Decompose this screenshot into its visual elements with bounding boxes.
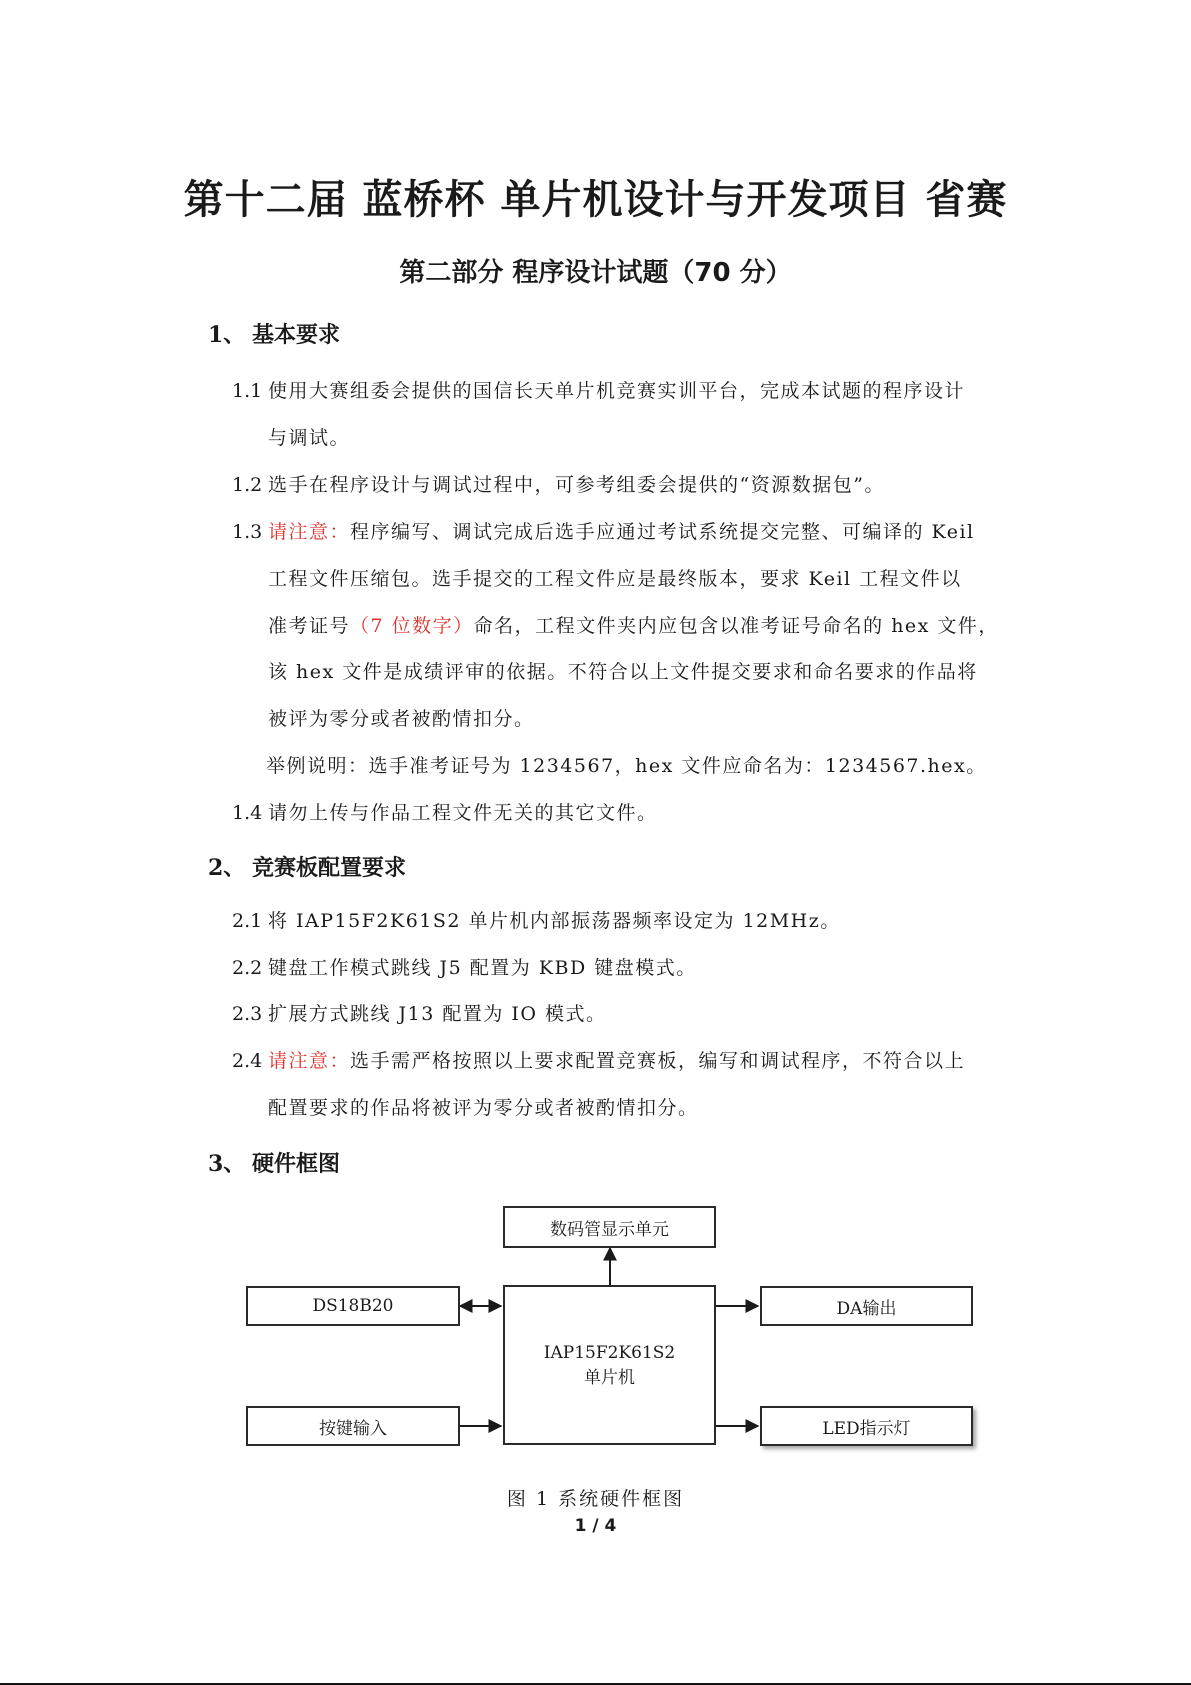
item-index: 1.2 xyxy=(232,474,263,496)
paragraph-1-3-line2: 工程文件压缩包。选手提交的工程文件应是最终版本，要求 Keil 工程文件以 xyxy=(268,568,962,590)
section-number: 3、 xyxy=(208,1151,246,1177)
paragraph-2-4-line1: 2.4 请注意：选手需严格按照以上要求配置竞赛板，编写和调试程序，不符合以上 xyxy=(232,1050,966,1072)
document-title: 第十二届 蓝桥杯 单片机设计与开发项目 省赛 xyxy=(183,177,1008,223)
section-title: 基本要求 xyxy=(252,322,341,348)
item-index: 2.2 xyxy=(232,957,263,979)
paragraph-1-4: 1.4 请勿上传与作品工程文件无关的其它文件。 xyxy=(232,802,658,824)
notice-label: 请注意： xyxy=(268,521,351,543)
ds18b20-box: DS18B20 xyxy=(246,1286,460,1326)
da-output-box: DA输出 xyxy=(760,1286,973,1326)
section-title: 硬件框图 xyxy=(252,1151,341,1177)
mcu-box xyxy=(503,1285,716,1445)
paragraph-1-3-line1: 1.3 请注意：程序编写、调试完成后选手应通过考试系统提交完整、可编译的 Keil xyxy=(232,521,975,543)
section-heading-1 xyxy=(208,318,340,349)
display-unit-box: 数码管显示单元 xyxy=(503,1206,716,1248)
paragraph-1-1-line2: 与调试。 xyxy=(268,427,351,449)
mcu-model: IAP15F2K61S2 xyxy=(543,1342,676,1363)
paragraph-2-2: 2.2 键盘工作模式跳线 J5 配置为 KBD 键盘模式。 xyxy=(232,957,697,979)
item-index: 2.1 xyxy=(232,910,263,932)
item-index: 1.4 xyxy=(232,802,263,824)
led-indicator-box: LED指示灯 xyxy=(760,1406,973,1446)
item-index: 2.4 xyxy=(232,1050,263,1072)
paragraph-1-3-line4: 该 hex 文件是成绩评审的依据。不符合以上文件提交要求和命名要求的作品将 xyxy=(268,661,978,683)
paragraph-2-1: 2.1 将 IAP15F2K61S2 单片机内部振荡器频率设定为 12MHz。 xyxy=(232,910,841,932)
paragraph-1-3-line5: 被评为零分或者被酌情扣分。 xyxy=(268,708,535,730)
item-index: 1.1 xyxy=(232,380,263,402)
section-number: 1、 xyxy=(208,322,246,348)
paragraph-2-4-line2: 配置要求的作品将被评为零分或者被酌情扣分。 xyxy=(268,1097,699,1119)
section-heading-2 xyxy=(208,851,406,882)
figure-caption: 图 1 系统硬件框图 xyxy=(506,1488,685,1510)
notice-label: 请注意： xyxy=(268,1050,351,1072)
paragraph-1-3-line3: 准考证号（7 位数字）命名，工程文件夹内应包含以准考证号命名的 hex 文件， xyxy=(268,615,999,637)
section-heading-3 xyxy=(208,1147,340,1178)
page-number: 1 / 4 xyxy=(574,1516,617,1536)
paragraph-2-3: 2.3 扩展方式跳线 J13 配置为 IO 模式。 xyxy=(232,1003,607,1025)
mcu-label: 单片机 xyxy=(584,1367,635,1388)
item-index: 1.3 xyxy=(232,521,263,543)
section-number: 2、 xyxy=(208,855,246,881)
paragraph-1-2: 1.2 选手在程序设计与调试过程中，可参考组委会提供的“资源数据包”。 xyxy=(232,474,885,496)
hardware-block-diagram xyxy=(0,1190,1191,1450)
example-note: 举例说明：选手准考证号为 1234567，hex 文件应命名为：1234567.hex。 xyxy=(266,755,987,777)
document-subtitle: 第二部分 程序设计试题（70 分） xyxy=(399,258,792,288)
section-title: 竞赛板配置要求 xyxy=(252,855,407,881)
item-index: 2.3 xyxy=(232,1003,263,1025)
paragraph-1-1-line1: 1.1 使用大赛组委会提供的国信长天单片机竞赛实训平台，完成本试题的程序设计 xyxy=(232,380,966,402)
key-input-box: 按键输入 xyxy=(246,1406,460,1446)
digit-requirement: （7 位数字） xyxy=(350,615,474,637)
